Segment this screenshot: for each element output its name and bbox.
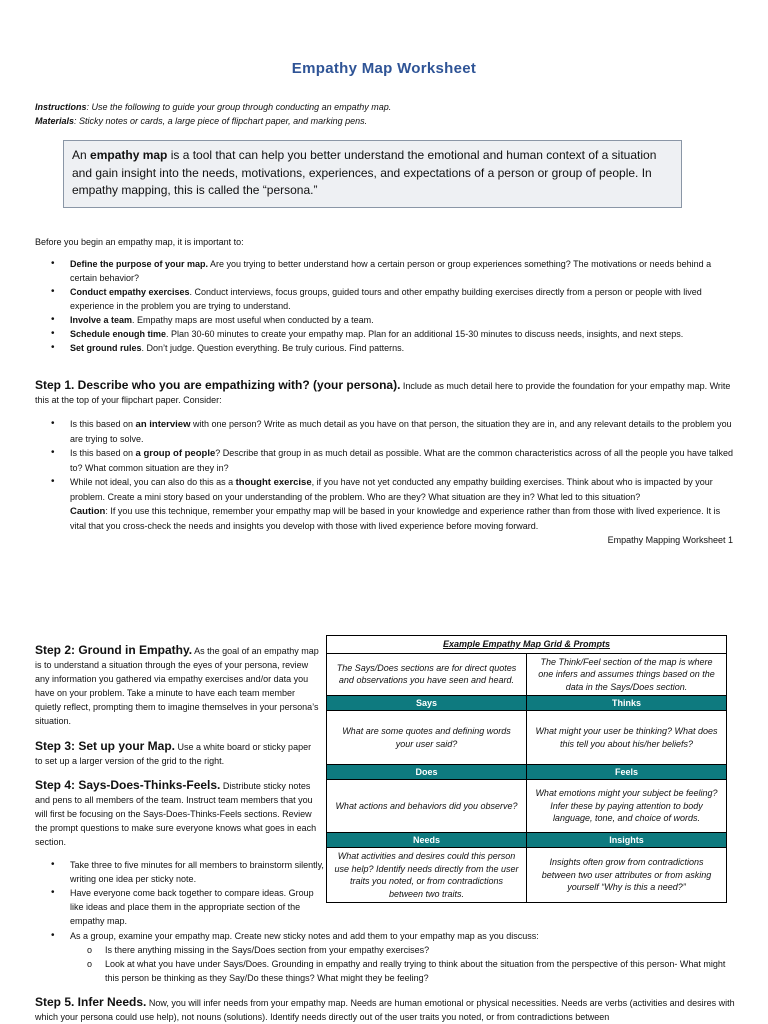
page-title: Empathy Map Worksheet xyxy=(291,60,477,77)
step5-block xyxy=(35,995,735,1024)
list-item: o Is there anything missing in the Says/Does section from your empathy exercises? xyxy=(0,943,735,957)
instructions-text: : Use the following to guide your group through conducting an empathy map. xyxy=(86,102,392,112)
bullet-text: Is this based on xyxy=(70,419,136,429)
feels-prompt: What emotions might your subject be feeling? Infer these by paying attention to body language, tone, and choice of words. xyxy=(527,780,727,833)
step4-sub-list xyxy=(0,943,735,985)
bullet-bold: thought exercise xyxy=(235,477,312,488)
callout-text: is a tool that can help you better understand the emotional and human context of a situation and gain insight into the needs, motivations, experiences, and expectations of a person or group of people. In empathy mapping, this is called the “persona.” xyxy=(72,148,657,197)
step4-block xyxy=(35,778,320,849)
before-text: Before you begin an empathy map, it is important to: xyxy=(35,237,244,247)
grid-intro-left: The Says/Does sections are for direct quotes and observations you have seen and heard. xyxy=(327,653,527,696)
bullet-bold: Involve a team xyxy=(70,315,133,325)
list-item: • Have everyone come back together to compare ideas. Group like ideas and place them in the appropriate section of the empathy map. xyxy=(35,886,325,928)
list-item xyxy=(35,327,735,341)
list-item xyxy=(35,313,735,327)
before-bullet-list xyxy=(35,257,735,355)
thinks-header: Thinks xyxy=(527,696,727,711)
needs-header: Needs xyxy=(327,833,527,848)
callout-term: empathy map xyxy=(90,148,168,162)
materials-label: Materials xyxy=(35,116,75,126)
step5-heading: Step 5. Infer Needs. xyxy=(35,995,147,1009)
step1-text: Include as much detail here to provide the foundation for your empathy map. Write this at the top of your flipchart paper. Consider: xyxy=(35,381,731,405)
insights-prompt: Insights often grow from contradictions between two user attributes or from asking yourself “Why is this a need?” xyxy=(527,848,727,903)
list-item: • Take three to five minutes for all members to brainstorm silently, writing one idea per sticky note. xyxy=(35,858,325,886)
step1-heading: Step 1. Describe who you are empathizing with? (your persona). xyxy=(35,378,401,392)
grid-intro-right: The Think/Feel section of the map is where one infers and assumes things based on the data in the Says/Does section. xyxy=(527,653,727,696)
bullet-bold: Define the purpose of your map. xyxy=(70,259,209,269)
step2-block xyxy=(35,643,320,728)
list-item xyxy=(35,285,735,313)
does-prompt: What actions and behaviors did you observe? xyxy=(327,780,527,833)
insights-header: Insights xyxy=(527,833,727,848)
bullet-bold: Set ground rules xyxy=(70,343,142,353)
step2-text: As the goal of an empathy map is to understand a situation through the eyes of your persona, review any information you gathered via empathy exercises and/or data you have on your problem. Take a minute to have each team member quietly reflect, prompting them to imagine themselves in your persona’s situation. xyxy=(35,646,319,726)
bullet-bold: an interview xyxy=(135,419,191,430)
list-item xyxy=(35,446,735,475)
materials-text: : Sticky notes or cards, a large piece of flipchart paper, and marking pens. xyxy=(74,116,368,126)
list-item xyxy=(35,475,735,533)
list-item xyxy=(35,417,735,446)
does-header: Does xyxy=(327,765,527,780)
bullet-text: , if you have not yet conducted any empathy building exercises. Think about who is impacted by your problem. Create a mini story based on your understanding of the problem. Who are they? What situation are they in? What led to this situation? xyxy=(70,477,713,502)
bullet-text: While not ideal, you can also do this as a xyxy=(70,477,236,487)
instructions-block xyxy=(35,100,391,128)
caution-label: Caution xyxy=(70,506,106,517)
bullet-bold: a group of people xyxy=(135,448,216,459)
step3-text: Use a white board or sticky paper to set up a larger version of the grid to the right. xyxy=(35,742,312,766)
bullet-text: Is this based on xyxy=(70,448,136,458)
says-header: Says xyxy=(327,696,527,711)
grid-title: Example Empathy Map Grid & Prompts xyxy=(327,636,727,654)
instructions-label: Instructions xyxy=(35,102,87,112)
step1-bullet-list xyxy=(35,417,735,533)
bullet-text: . Plan 30-60 minutes to create your empathy map. Plan for an additional 15-30 minutes to discuss needs, insights, and next steps. xyxy=(166,329,684,339)
bullet-text: with one person? Write as much detail as you have on that person, the situation they are in, and any relevant details to the problem you are trying to solve. xyxy=(70,419,732,444)
step4-heading: Step 4: Says-Does-Thinks-Feels. xyxy=(35,778,221,792)
step4-wide-bullet xyxy=(35,929,735,943)
step4-text: Distribute sticky notes and pens to all members of the team. Instruct team members that you will first be focusing on the Says-Does-Thinks-Feels sections. Review the prompt questions to make sure everyone knows what goes in each section. xyxy=(35,781,317,847)
step4-bullet-list xyxy=(35,858,325,928)
bullet-bold: Conduct empathy exercises xyxy=(70,287,190,297)
bullet-text: . Empathy maps are most useful when conducted by a team. xyxy=(132,315,374,325)
step5-text: Now, you will infer needs from your empathy map. Needs are human emotional or physical necessities. Needs are verbs (activities and desires with which your persona could use help), not nouns (solutions). Identify needs directly out of the user traits you noted, or from contradictions between xyxy=(35,998,735,1022)
caution-text: : If you use this technique, remember your empathy map will be based in your knowledge and experience rather than from those with lived experience. It is vital that you cross-check the needs and insights you develop with those with lived experience before moving forward. xyxy=(70,506,721,531)
empathy-map-grid xyxy=(326,635,727,903)
list-item: • As a group, examine your empathy map. Create new sticky notes and add them to your empathy map as you discuss: xyxy=(35,929,735,943)
step2-heading: Step 2: Ground in Empathy. xyxy=(35,643,193,657)
thinks-prompt: What might your user be thinking? What does this tell you about his/her beliefs? xyxy=(527,711,727,765)
list-item: o Look at what you have under Says/Does. Grounding in empathy and really trying to think about the situation from the perspective of this person- What might this person be thinking as they Say/Do these things? What might they be feeling? xyxy=(0,957,735,985)
step3-heading: Step 3: Set up your Map. xyxy=(35,739,176,753)
bullet-text: Are you trying to better understand how a certain person or group experiences something? The motivations or needs behind a certain behavior? xyxy=(70,259,712,283)
bullet-text: ? Describe that group in as much detail as possible. What are the common characteristics across of all the people you have talked to? What common situation are they in? xyxy=(70,448,734,473)
bullet-bold: Schedule enough time xyxy=(70,329,167,339)
definition-callout xyxy=(63,140,682,208)
step3-block xyxy=(35,739,320,768)
bullet-text: . Conduct interviews, focus groups, guided tours and other empathy building exercises directly from a person or people with lived experience in the problem you are trying to understand. xyxy=(70,287,702,311)
list-item xyxy=(35,257,735,285)
feels-header: Feels xyxy=(527,765,727,780)
step1-intro xyxy=(35,378,735,407)
page-footer: Empathy Mapping Worksheet 1 xyxy=(607,535,733,545)
bullet-text: . Don’t judge. Question everything. Be truly curious. Find patterns. xyxy=(141,343,405,353)
callout-pre: An xyxy=(72,148,91,162)
needs-prompt: What activities and desires could this person use help? Identify needs directly from the user traits you noted, or from contradictions between two traits. xyxy=(327,848,527,903)
says-prompt: What are some quotes and defining words your user said? xyxy=(327,711,527,765)
list-item xyxy=(35,341,735,355)
